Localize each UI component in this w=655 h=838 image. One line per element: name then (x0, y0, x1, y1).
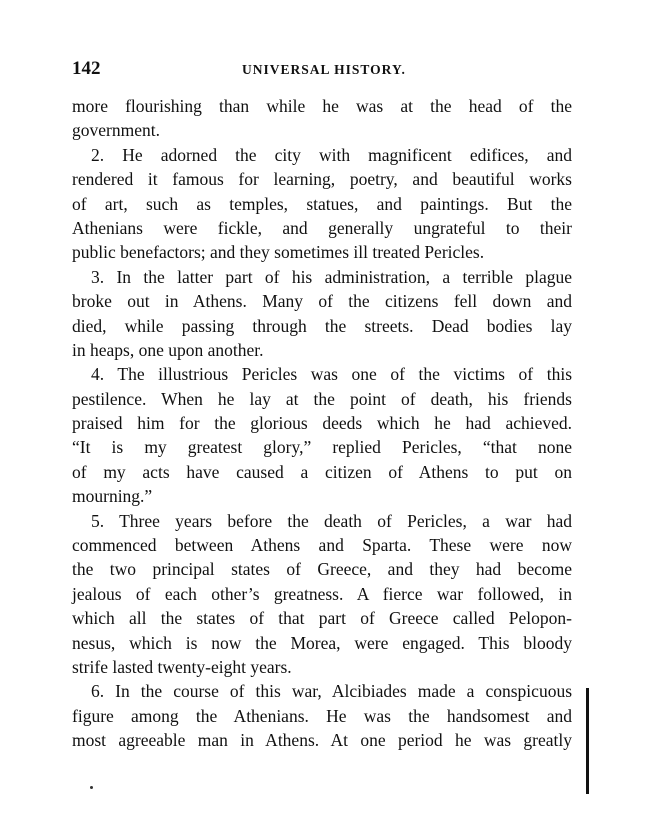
text-line: government. (72, 120, 160, 141)
text-line: 2. He adorned the city with magnificent edifices, and (91, 144, 572, 165)
text-line: broke out in Athens. Many of the citizens fell down and (72, 291, 572, 312)
text-line: nesus, which is now the Morea, were engaged. This bloody (72, 632, 572, 653)
text-line: of art, such as temples, statues, and paintings. But the (72, 193, 572, 214)
text-line: 4. The illustrious Pericles was one of the victims of this (91, 364, 572, 385)
text-line: rendered it famous for learning, poetry, and beautiful works (72, 169, 572, 190)
paper-speck (90, 786, 93, 789)
book-page (72, 58, 572, 753)
text-line: praised him for the glorious deeds which he had achieved. (72, 413, 572, 434)
running-title: UNIVERSAL HISTORY. (242, 62, 406, 77)
margin-rule (586, 688, 589, 794)
text-line: in heaps, one upon another. (72, 339, 264, 360)
text-line: 5. Three years before the death of Pericles, a war had (91, 510, 572, 531)
text-line: 3. In the latter part of his administration, a terrible plague (91, 266, 572, 287)
text-line: which all the states of that part of Greece called Pelopon- (72, 608, 572, 629)
text-line: mourning.” (72, 486, 153, 507)
text-line: commenced between Athens and Sparta. These were now (72, 535, 572, 556)
text-line: figure among the Athenians. He was the handsomest and (72, 705, 572, 726)
text-line: pestilence. When he lay at the point of death, his friends (72, 388, 572, 409)
text-line: 6. In the course of this war, Alcibiades made a conspicuous (91, 681, 572, 702)
body-text (72, 94, 572, 753)
text-line: jealous of each other’s greatness. A fierce war followed, in (72, 583, 572, 604)
page-header (72, 58, 572, 84)
text-line: “It is my greatest glory,” replied Pericles, “that none (72, 437, 572, 458)
text-line: Athenians were fickle, and generally ungrateful to their (72, 217, 572, 238)
text-line: the two principal states of Greece, and they had become (72, 559, 572, 580)
text-line: more flourishing than while he was at the head of the (72, 96, 572, 116)
text-line: most agreeable man in Athens. At one period he was greatly (72, 730, 572, 751)
text-line: of my acts have caused a citizen of Athens to put on (72, 461, 572, 482)
page-number: 142 (72, 58, 101, 79)
text-line: public benefactors; and they sometimes ill treated Pericles. (72, 242, 485, 263)
text-line: strife lasted twenty-eight years. (72, 656, 292, 677)
text-line: died, while passing through the streets. Dead bodies lay (72, 315, 572, 336)
